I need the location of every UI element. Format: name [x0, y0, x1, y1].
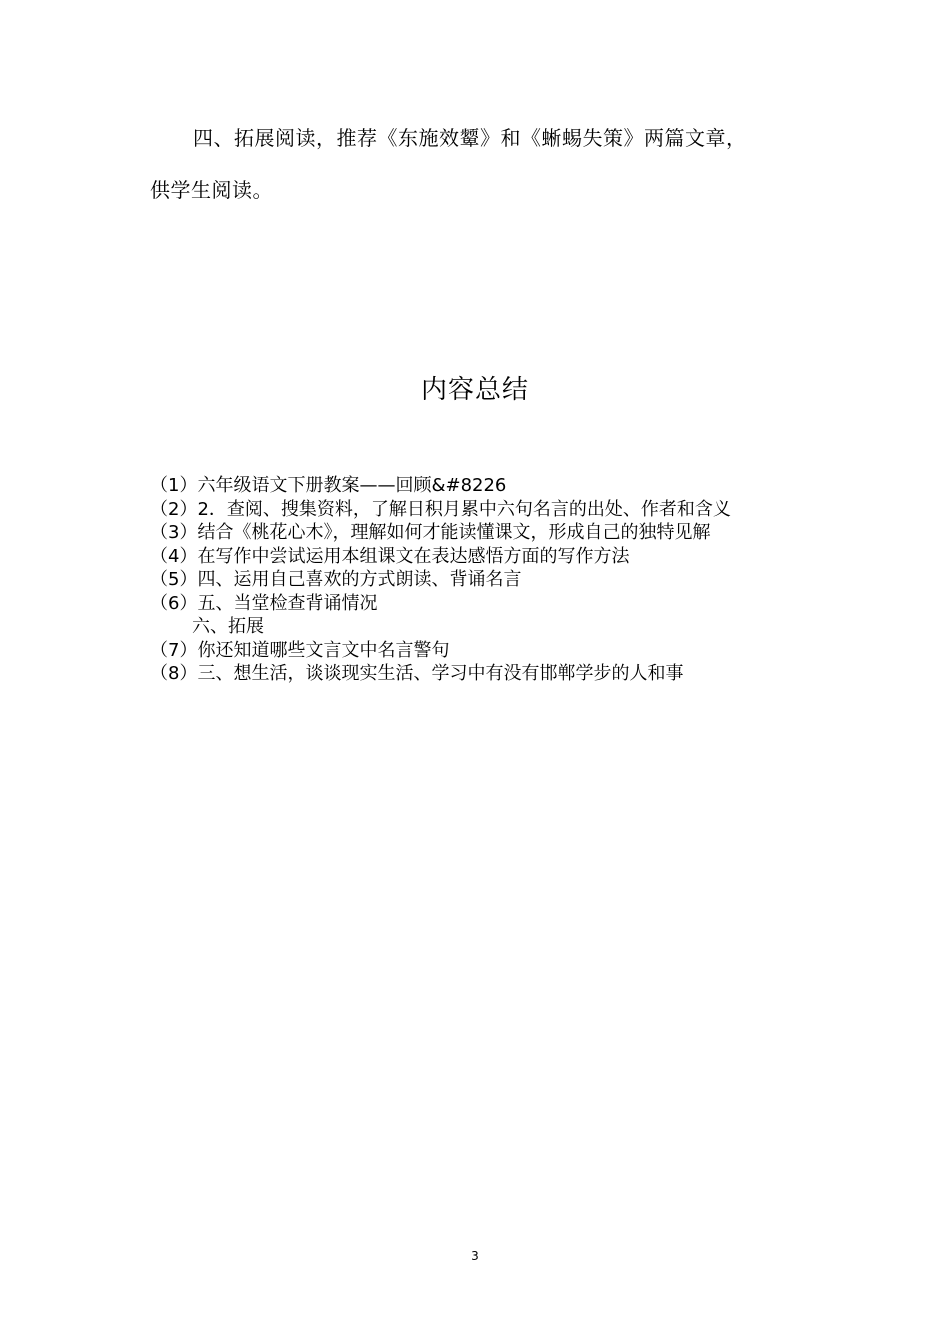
summary-item: （5）四、运用自己喜欢的方式朗读、背诵名言: [150, 569, 522, 590]
reading-paragraph-line-1: 四、拓展阅读，推荐《东施效颦》和《蜥蜴失策》两篇文章，: [193, 126, 747, 150]
summary-title: 内容总结: [420, 375, 529, 405]
reading-paragraph-line-2: 供学生阅读。: [150, 178, 273, 202]
summary-item: （1）六年级语文下册教案——回顾&#8226: [150, 475, 507, 496]
page-number: 3: [471, 1249, 479, 1263]
summary-item: 六、拓展: [192, 616, 264, 637]
summary-item: （8）三、想生活，谈谈现实生活、学习中有没有邯郸学步的人和事: [150, 663, 684, 684]
summary-item: （7）你还知道哪些文言文中名言警句: [150, 639, 450, 661]
summary-item: （2）2．查阅、搜集资料，了解日积月累中六句名言的出处、作者和含义: [150, 498, 731, 520]
summary-item: （3）结合《桃花心木》，理解如何才能读懂课文，形成自己的独特见解: [150, 522, 711, 543]
summary-item: （6）五、当堂检查背诵情况: [150, 592, 378, 614]
summary-list: [150, 474, 800, 686]
summary-item: （4）在写作中尝试运用本组课文在表达感悟方面的写作方法: [150, 545, 630, 567]
